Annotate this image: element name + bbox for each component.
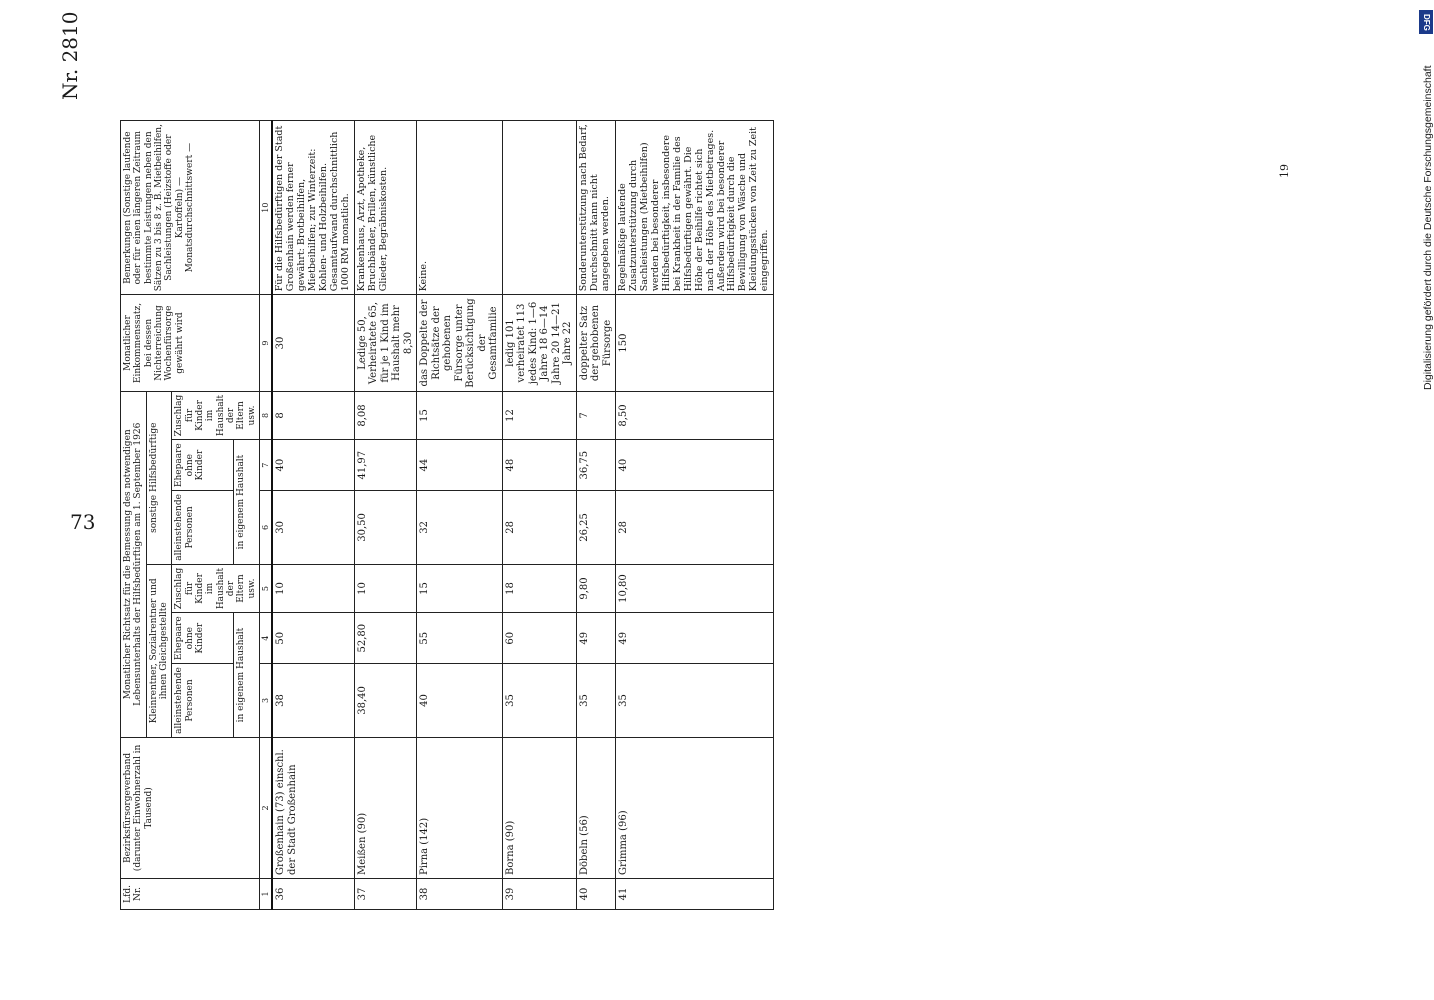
header-bezirk: Bezirksfürsorgeverband (darunter Einwohnerzahl in Tausend): [121, 737, 260, 878]
cell-nr: 37: [354, 879, 417, 910]
header-einkommen: Monatlicher Einkommenssatz, bei dessen Nichterreichung Wochenfürsorge gewährt wird: [121, 295, 260, 391]
cell-c5: 15: [417, 564, 503, 613]
cell-nr: 40: [576, 879, 616, 910]
cell-c7: 44: [417, 440, 503, 491]
header-zuschlag-a: Zuschlag für Kinder im Haushalt der Eltern usw.: [172, 564, 260, 613]
cell-c9: ledig 101 verheiratet 113 jedes Kind: 1—6 Jahre 18 6—14 Jahre 20 14—21 Jahre 22: [502, 295, 576, 391]
table-row: [354, 121, 417, 910]
cell-c3: 35: [616, 664, 774, 738]
header-alleinstehend-a: alleinstehende Personen: [172, 664, 234, 738]
digitization-note: Digitalisierung gefördert durch die Deutsche Forschungsgemeinschaft: [1422, 65, 1434, 390]
cell-c5: 10: [272, 564, 354, 613]
cell-c6: 30: [272, 491, 354, 565]
cell-name: Pirna (142): [417, 737, 503, 878]
footer-number: 19: [1278, 164, 1291, 178]
cell-c8: 8,50: [616, 391, 774, 440]
cell-c5: 10,80: [616, 564, 774, 613]
header-ehepaare-a: Ehepaare ohne Kinder: [172, 613, 234, 664]
header-eigenem-a: in eigenem Haushalt: [233, 613, 259, 738]
header-lfd: Lfd. Nr.: [121, 879, 260, 910]
header-group-b: sonstige Hilfsbedürftige: [146, 391, 172, 564]
cell-c7: 40: [272, 440, 354, 491]
cell-c9: das Doppelte der Richtsätze der gehobenen Fürsorge unter Berücksichtigung der Gesamtfamilie: [417, 295, 503, 391]
page-number: 73: [70, 510, 96, 534]
cell-c5: 10: [354, 564, 417, 613]
dfg-logo: DFG: [1419, 10, 1433, 34]
cell-nr: 41: [616, 879, 774, 910]
col-number: 3: [260, 664, 273, 738]
col-number: 8: [260, 391, 273, 440]
cell-c8: 7: [576, 391, 616, 440]
issue-number: Nr. 2810: [58, 11, 82, 100]
cell-name: Döbeln (56): [576, 737, 616, 878]
cell-c8: 8,08: [354, 391, 417, 440]
col-number: 9: [260, 295, 273, 391]
cell-c6: 30,50: [354, 491, 417, 565]
cell-c7: 48: [502, 440, 576, 491]
cell-c3: 38: [272, 664, 354, 738]
cell-name: Grimma (96): [616, 737, 774, 878]
cell-name: Meißen (90): [354, 737, 417, 878]
cell-c4: 55: [417, 613, 503, 664]
cell-nr: 39: [502, 879, 576, 910]
cell-name: Großenhain (73) einschl. der Stadt Großenhain: [272, 737, 354, 878]
table-row: [272, 121, 354, 910]
cell-c3: 35: [576, 664, 616, 738]
cell-c6: 28: [502, 491, 576, 565]
cell-c3: 40: [417, 664, 503, 738]
cell-c4: 52,80: [354, 613, 417, 664]
cell-c7: 36,75: [576, 440, 616, 491]
cell-note: Regelmäßige laufende Zusatzunterstützung durch Sachleistungen (Mietbeihilfen) werden bei besonderer Hilfsbedürftigkeit, insbesondere bei Krankheit in der Familie des Hilfsbedürftigen gewährt. Die Höhe der Beihilfe richtet sich nach der Höhe des Mietbetrages. Außerdem wird bei besonderer Hilfsbedürftigkeit durch die Bewilligung von Wäsche und Kleidungsstücken von Zeit zu Zeit eingegriffen.: [616, 121, 774, 295]
cell-note: Keine.: [417, 121, 503, 295]
cell-note: [502, 121, 576, 295]
header-alleinstehend-b: alleinstehende Personen: [172, 491, 234, 565]
cell-nr: 38: [417, 879, 503, 910]
cell-c4: 50: [272, 613, 354, 664]
col-number: 10: [260, 121, 273, 295]
welfare-table: [120, 120, 1280, 910]
cell-c6: 26,25: [576, 491, 616, 565]
cell-c6: 32: [417, 491, 503, 565]
cell-c9: 150: [616, 295, 774, 391]
header-group-a: Kleinrentner, Sozialrentner und ihnen Gleichgestellte: [146, 564, 172, 737]
header-eigenem-b: in eigenem Haushalt: [233, 440, 259, 565]
header-zuschlag-b: Zuschlag für Kinder im Haushalt der Eltern usw.: [172, 391, 260, 440]
cell-note: Krankenhaus, Arzt, Apotheke, Bruchbänder, Brillen, künstliche Glieder, Begräbniskosten.: [354, 121, 417, 295]
cell-c5: 9,80: [576, 564, 616, 613]
cell-c6: 28: [616, 491, 774, 565]
cell-c9: doppelter Satz der gehobenen Fürsorge: [576, 295, 616, 391]
cell-note: Sonderunterstützung nach Bedarf, Durchschnitt kann nicht angegeben werden.: [576, 121, 616, 295]
cell-c3: 35: [502, 664, 576, 738]
cell-c8: 8: [272, 391, 354, 440]
cell-c4: 49: [576, 613, 616, 664]
cell-c9: Ledige 50, Verheiratete 65, für je 1 Kind im Haushalt mehr 8,30: [354, 295, 417, 391]
header-richtsatz: Monatlicher Richtsatz für die Bemessung des notwendigen Lebensunterhalts der Hilfsbedürftigen am 1. September 1926: [121, 391, 147, 737]
cell-c9: 30: [272, 295, 354, 391]
cell-note: Für die Hilfsbedürftigen der Stadt Großenhain werden ferner gewährt: Brotbeihilfen, Mietbeihilfen; zur Winterzeit: Kohlen- und Holzbeihilfen. Gesamtaufwand durchschnittlich 1000 RM monatlich.: [272, 121, 354, 295]
table-row: [502, 121, 576, 910]
cell-c7: 41,97: [354, 440, 417, 491]
cell-c7: 40: [616, 440, 774, 491]
cell-c4: 60: [502, 613, 576, 664]
header-bemerkungen: Bemerkungen (Sonstige laufende oder für einen längeren Zeitraum bestimmte Leistungen neben den Sätzen zu 3 bis 8 z. B. Mietbeihilfen, Sachleistungen (Heizstoffe oder Kartoffeln) — Monatsdurchschnittswert —: [121, 121, 260, 295]
cell-name: Borna (90): [502, 737, 576, 878]
cell-c4: 49: [616, 613, 774, 664]
header-ehepaare-b: Ehepaare ohne Kinder: [172, 440, 234, 491]
cell-c8: 12: [502, 391, 576, 440]
cell-nr: 36: [272, 879, 354, 910]
cell-c3: 38,40: [354, 664, 417, 738]
table-row: [616, 121, 774, 910]
cell-c5: 18: [502, 564, 576, 613]
table-row: [417, 121, 503, 910]
cell-c8: 15: [417, 391, 503, 440]
col-number: 7: [260, 440, 273, 491]
col-number: 5: [260, 564, 273, 613]
table-row: [576, 121, 616, 910]
col-number: 1: [260, 879, 273, 910]
col-number: 4: [260, 613, 273, 664]
col-number: 2: [260, 737, 273, 878]
col-number: 6: [260, 491, 273, 565]
